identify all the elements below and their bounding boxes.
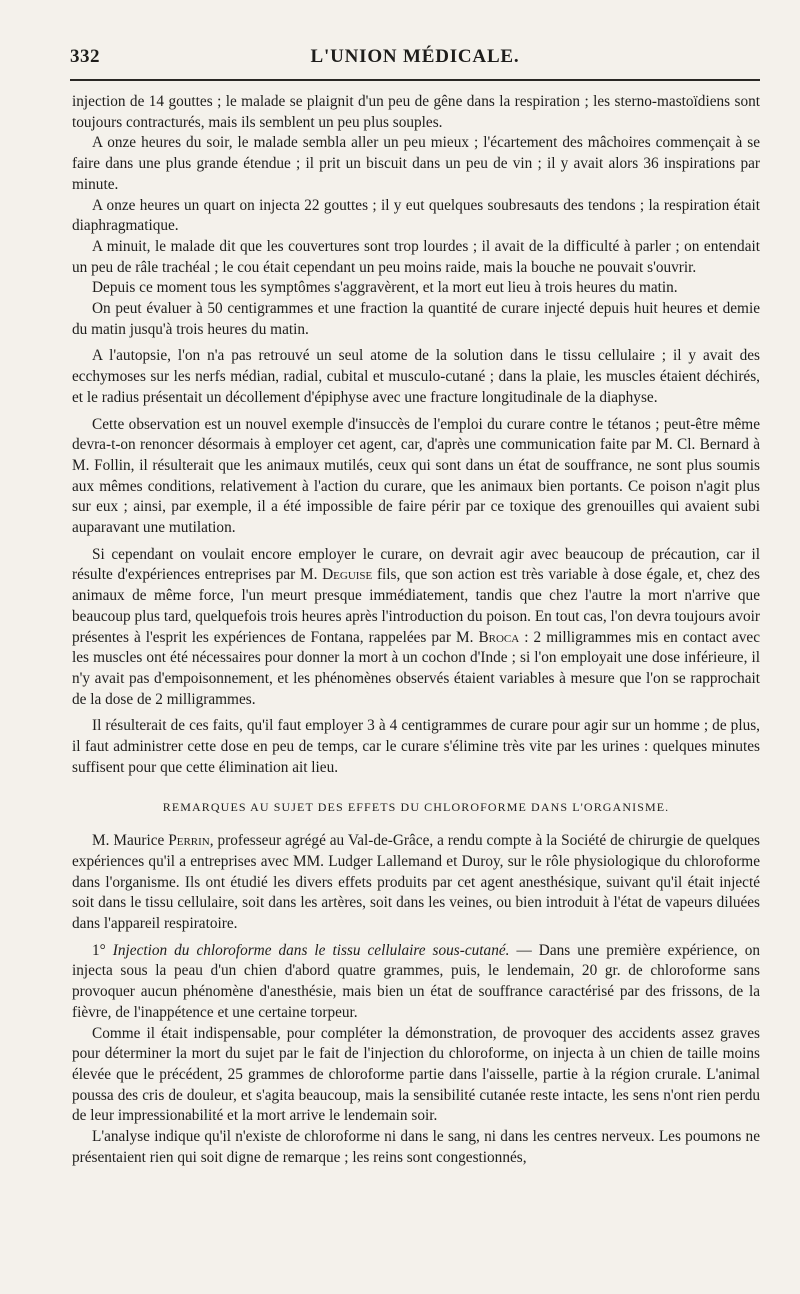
text-run: M. Maurice <box>92 832 169 850</box>
paragraph: A onze heures du soir, le malade sembla aller un peu mieux ; l'écartement des mâchoires commençait à se faire dans une plus grande étendue ; il prit un biscuit dans un peu de vin ; il y avait alors 36 inspirations par minute. <box>72 134 760 193</box>
running-title: L'UNION MÉDICALE. <box>310 46 520 67</box>
author-name-deguise: Deguise <box>322 566 373 584</box>
text-run: 1° <box>92 941 113 959</box>
paragraph: Cette observation est un nouvel exemple d'insuccès de l'emploi du curare contre le tétanos ; peut-être même devra-t-on renoncer désormais à employer cet agent, car, d'après une communication faite par M. Cl. Bernard à M. Follin, il résulterait que les animaux mutilés, ceux qui sont dans un état de souffrance, ne sont plus soumis aux mêmes conditions, relativement à l'action du curare, que les animaux bien portants. Ce poison n'agit plus sur eux ; ainsi, par exemple, il a été impossible de faire périr par ce toxique des grenouilles qui avaient subi auparavant une mutilation. <box>72 415 760 537</box>
paragraph: On peut évaluer à 50 centigrammes et une fraction la quantité de curare injecté depuis huit heures et demie du matin jusqu'à trois heures du matin. <box>72 300 760 338</box>
text-run: : 2 milligrammes mis en contact avec les muscles ont été nécessaires pour donner la mort à un cochon d'Inde ; si l'on employait une dose inférieure, il n'y avait pas d'empoisonnement, et les phénomènes observés étaient variables à mesure que l'on se rapprochait de la dose de 2 milligrammes. <box>72 628 761 708</box>
paragraph <box>72 545 760 711</box>
header-rule <box>70 79 760 81</box>
paragraph: A minuit, le malade dit que les couvertures sont trop lourdes ; il avait de la difficulté à parler ; on entendait un peu de râle trachéal ; le cou était cependant un peu moins raide, mais la bouche ne pouvait s'ouvrir. <box>72 237 760 276</box>
paragraph: A onze heures un quart on injecta 22 gouttes ; il y eut quelques soubresauts des tendons ; la respiration était diaphragmatique. <box>72 196 760 235</box>
text-run: , professeur agrégé au Val-de-Grâce, a rendu compte à la Société de chirurgie de quelques expériences qu'il a entreprises avec MM. Ludger Lallemand et Duroy, sur le rôle physiologique du chloroforme dans l'organisme. Ils ont étudié les divers effets produits par cet agent anesthésique, suivant qu'il était injecté soit dans le tissu cellulaire, soit dans les artères, soit dans les veines, ou bien introduit à l'état de vapeurs diluées dans l'appareil respiratoire. <box>72 832 760 933</box>
paragraph <box>72 831 760 935</box>
paragraph <box>72 941 760 1024</box>
page-header <box>70 46 760 74</box>
article-body <box>72 92 760 1168</box>
paragraph: A l'autopsie, l'on n'a pas retrouvé un seul atome de la solution dans le tissu cellulaire ; il y avait des ecchymoses sur les nerfs médian, radial, cubital et musculo-cutané ; dans la plaie, les muscles étaient déchirés, et le radius présentait un décollement d'épiphyse avec une fracture longitudinale de la diaphyse. <box>72 347 760 406</box>
text-run: Si cependant on voulait encore employer le curare, on devrait agir avec beaucoup de précaution, car il résulte d'expériences entreprises par M. <box>72 545 760 584</box>
paragraph: injection de 14 gouttes ; le malade se plaignit d'un peu de gêne dans la respiration ; les sterno-mastoïdiens sont toujours contracturés, mais ils semblent un peu plus souples. <box>72 93 760 131</box>
author-name-broca: Broca <box>478 628 520 646</box>
section-heading: REMARQUES AU SUJET DES EFFETS DU CHLOROFORME DANS L'ORGANISME. <box>162 799 670 814</box>
paragraph: L'analyse indique qu'il n'existe de chloroforme ni dans le sang, ni dans les centres nerveux. Les poumons ne présentaient rien qui soit digne de remarque ; les reins sont congestionnés, <box>72 1128 760 1166</box>
author-name-perrin: Perrin <box>168 832 210 850</box>
paragraph: Comme il était indispensable, pour compléter la démonstration, de provoquer des accidents assez graves pour déterminer la mort du sujet par le fait de l'injection du chloroforme, on injecta à un chien de taille moins élevée que le précédent, 25 grammes de chloroforme partie dans l'aisselle, partie à la région crurale. L'animal poussa des cris de douleur, et s'agita beaucoup, mais la sensibilité cutanée reste intacte, les sens n'ont rien perdu de leur impressionabilité et la mort arrive le lendemain soir. <box>72 1024 760 1125</box>
text-run: — Dans une première expérience, on injecta sous la peau d'un chien d'abord quatre grammes, puis, le lendemain, 20 gr. de chloroforme sans provoquer aucun phénomène d'anesthésie, mais bien un état de souffrance caractérisé par des frissons, de la fièvre, de l'inappétence et une certaine torpeur. <box>72 941 761 1021</box>
paragraph: Il résulterait de ces faits, qu'il faut employer 3 à 4 centigrammes de curare pour agir sur un homme ; de plus, il faut administrer cette dose en peu de temps, car le curare s'élimine très vite par les urines : quelques minutes suffisent pour que cette élimination ait lieu. <box>72 717 760 776</box>
text-run: fils, que son action est très variable à dose égale, et, chez des animaux de même force, l'un meurt presque immédiatement, tandis que chez l'autre la mort n'arrive que beaucoup plus tard, quelquefois trois heures après l'introduction du poison. En tout cas, l'on devra toujours avoir présentes à l'esprit les expériences de Fontana, rappelées par M. <box>72 566 761 646</box>
page-number: 332 <box>70 46 100 67</box>
paragraph: Depuis ce moment tous les symptômes s'aggravèrent, et la mort eut lieu à trois heures du matin. <box>92 279 678 297</box>
subsection-title: Injection du chloroforme dans le tissu cellulaire sous-cutané. <box>112 941 510 959</box>
